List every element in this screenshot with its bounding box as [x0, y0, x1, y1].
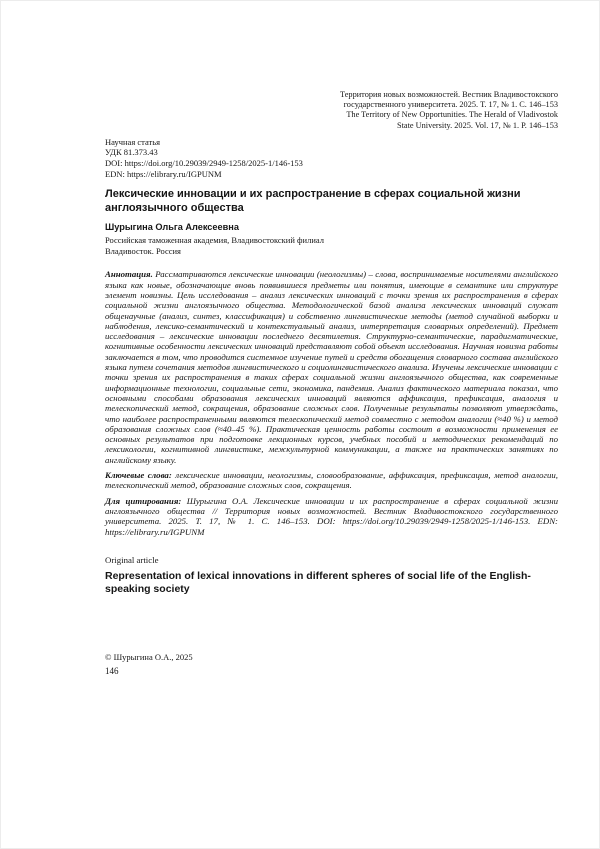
udc-code: УДК 81.373.43: [105, 147, 158, 158]
journal-header: [105, 90, 558, 131]
article-type-label: Научная статья: [105, 136, 161, 147]
citation-text: Шурыгина О.А. Лексические инновации и их распространение в сферах социальной жизни англоязычного общества // Территория новых возможностей. Вестник Владивостокского государственного университета. 2025. Т. 17, № 1. С. 146–153. DOI: https://doi.org/10.29039/2949-1258/2025-1/146-153. EDN: https://elibrary.ru/IGPUNM: [105, 495, 559, 537]
author-affiliation: [105, 235, 558, 256]
citation-label: Для цитирования:: [105, 495, 182, 506]
journal-header-ru-line1: Территория новых возможностей. Вестник Владивостокского: [340, 90, 558, 99]
article-title-en: Representation of lexical innovations in different spheres of social life of the English-speaking society: [105, 570, 531, 596]
article-title-ru: Лексические инновации и их распространение в сферах социальной жизни англоязычного общества: [105, 188, 521, 214]
affiliation-line2: Владивосток. Россия: [105, 245, 181, 256]
keywords-label: Ключевые слова:: [105, 470, 172, 481]
journal-header-en-line2: State University. 2025. Vol. 17, № 1. P. 146–153: [396, 120, 558, 130]
author-name: Шурыгина Ольга Алексеевна: [105, 222, 239, 233]
doi-link[interactable]: DOI: https://doi.org/10.29039/2949-1258/2025-1/146-153: [105, 158, 303, 168]
citation-paragraph: [105, 496, 558, 537]
edn-link[interactable]: EDN: https://elibrary.ru/IGPUNM: [105, 168, 222, 179]
keywords-text: лексические инновации, неологизмы, словообразование, аффиксация, префиксация, метод аналогии, телескопический метод, образование сложных слов, сокращения.: [105, 470, 558, 491]
journal-header-ru-line2: государственного университета. 2025. Т. 17, № 1. С. 146–153: [343, 100, 558, 110]
abstract-paragraph: [105, 269, 558, 465]
keywords-paragraph: [105, 470, 558, 491]
page-number: 146: [105, 665, 119, 676]
page-footer: [105, 652, 193, 676]
affiliation-line1: Российская таможенная академия, Владивостокский филиал: [105, 235, 324, 246]
journal-header-en-line1: The Territory of New Opportunities. The Herald of Vladivostok: [346, 110, 558, 120]
abstract-text: Рассматриваются лексические инновации (неологизмы) – слова, воспринимаемые носителями английского языка как новые, обозначающие вновь появившиеся предметы или понятия, имеющие в семантике или структуре элемент новизны. Цель исследования – анализ лексических инноваций с точки зрения их распространения в сферах социальной жизни англоязычного общества. Методологической базой анализа лексических инноваций служат общенаучные (анализ, синтез, классификация) и собственно лингвистические методы (метод случайной выборки и наблюдения, лексико-семантический и контекстуальный анализ, интерпретация словарных определений). Предмет исследования – лексические инновации последнего десятилетия. Структурно-семантические, парадигматические, когнитивные особенности лексических инноваций представляют собой объект исследования. Научная новизна работы заключается в том, что проводится системное изучение путей и средств обогащения словарного состава английского языка путем сочетания методов лингвистического и социолингвистического анализа. Изучены лексические инновации с точки зрения их распространения в таких сферах социальной жизни англоязычного общества, как современные информационные технологии, социальные сети, экономика, пандемия. Анализ фактического материала показал, что основными способами образования лексических инноваций являются аффиксация, префиксация, аналогия и телескопический метод, сокращения, образование сложных слов. Полученные результаты позволяют утверждать, что наиболее распространенными являются телескопический метод совместно с методом аналогии (≈40 %) и метод образования сложных слов (≈40–45 %). Практическая ценность работы состоит в возможности применения ее основных результатов при подготовке лекционных курсов, учебных пособий и методических рекомендаций по лексикологии, когнитивной лингвистике, межкультурной коммуникации, а также на практических занятиях по английскому языку.: [105, 269, 558, 465]
article-meta: [105, 137, 558, 179]
copyright-line: © Шурыгина О.А., 2025: [105, 652, 193, 662]
original-article-label: Original article: [105, 554, 159, 565]
abstract-label: Аннотация.: [105, 269, 153, 280]
